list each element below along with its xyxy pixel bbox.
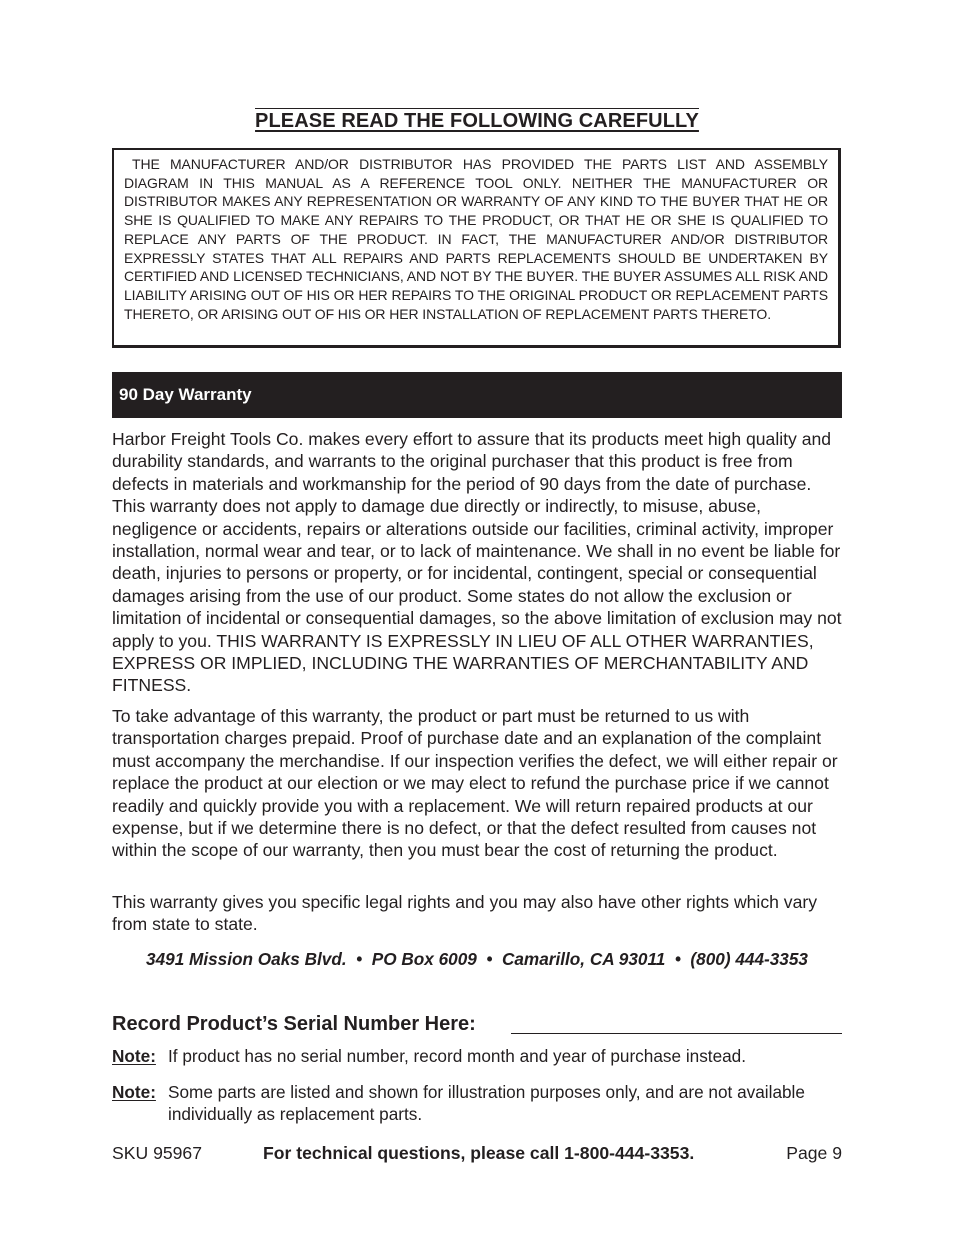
- page-footer: [112, 1143, 842, 1167]
- disclaimer-box: THE MANUFACTURER AND/OR DISTRIBUTOR HAS PROVIDED THE PARTS LIST AND ASSEMBLY DIAGRAM IN THIS MANUAL AS A REFERENCE TOOL ONLY. NEITHER THE MANUFACTURER OR DISTRIBUTOR MAKES ANY REPRESENTATION OR WARRANTY OF ANY KIND TO THE BUYER THAT HE OR SHE IS QUALIFIED TO MAKE ANY REPAIRS TO THE PRODUCT, OR THAT HE OR SHE IS QUALIFIED TO REPLACE ANY PARTS OF THE PRODUCT. IN FACT, THE MANUFACTURER AND/OR DISTRIBUTOR EXPRESSLY STATES THAT ALL REPAIRS AND PARTS REPLACEMENTS SHOULD BE UNDERTAKEN BY CERTIFIED AND LICENSED TECHNICIANS, AND NOT BY THE BUYER. THE BUYER ASSUMES ALL RISK AND LIABILITY ARISING OUT OF HIS OR HER REPAIRS TO THE ORIGINAL PRODUCT OR REPLACEMENT PARTS THERETO, OR ARISING OUT OF HIS OR HER INSTALLATION OF REPLACEMENT PARTS THERETO.: [112, 148, 841, 348]
- page-heading: [0, 108, 954, 133]
- warranty-paragraph-1: Harbor Freight Tools Co. makes every effort to assure that its products meet high quality and durability standards, and warrants to the original purchaser that this product is free from defects in materials and workmanship for the period of 90 days from the date of purchase. This warranty does not apply to damage due directly or indirectly, to misuse, abuse, negligence or accidents, repairs or alterations outside our facilities, criminal activity, improper installation, normal wear and tear, or to lack of maintenance. We shall in no event be liable for death, injuries to persons or property, or for incidental, contingent, special or consequential damages arising from the use of our product. Some states do not allow the exclusion or limitation of incidental or consequential damages, so the above limitation of exclusion may not apply to you. THIS WARRANTY IS EXPRESSLY IN LIEU OF ALL OTHER WARRANTIES, EXPRESS OR IMPLIED, INCLUDING THE WARRANTIES OF MERCHANTABILITY AND FITNESS.: [112, 429, 842, 696]
- heading-text: PLEASE READ THE FOLLOWING CAREFULLY: [255, 110, 699, 132]
- note-label: Note:: [112, 1082, 156, 1102]
- serial-number-field-line: [511, 1033, 842, 1034]
- warranty-paragraph-2: To take advantage of this warranty, the product or part must be returned to us with transportation charges prepaid. Proof of purchase date and an explanation of the complaint must accompany the merchandise. If our inspection verifies the defect, we will either repair or replace the product at our election or we may elect to refund the purchase price if we cannot readily and quickly provide you with a replacement. We will return repaired products at our expense, but if we determine there is no defect, or that the defect resulted from causes not within the scope of our warranty, then you must bear the cost of returning the product.: [112, 706, 838, 861]
- footer-page-number: Page 9: [786, 1143, 842, 1163]
- serial-number-label: Record Product’s Serial Number Here:: [112, 1013, 476, 1035]
- warranty-paragraph-3: This warranty gives you specific legal rights and you may also have other rights which vary from state to state.: [112, 892, 818, 935]
- note-text: If product has no serial number, record month and year of purchase instead.: [168, 1046, 747, 1066]
- footer-tech-support: For technical questions, please call 1-800-444-3353.: [263, 1143, 695, 1163]
- note-label: Note:: [112, 1046, 156, 1066]
- warranty-title-bar: 90 Day Warranty: [112, 372, 842, 418]
- company-address: 3491 Mission Oaks Blvd. • PO Box 6009 • Camarillo, CA 93011 • (800) 444-3353: [146, 949, 808, 969]
- note-text: Some parts are listed and shown for illustration purposes only, and are not available individually as replacement parts.: [168, 1082, 805, 1125]
- note-serial: [112, 1045, 847, 1067]
- footer-sku: SKU 95967: [112, 1143, 202, 1163]
- note-parts: [112, 1081, 847, 1126]
